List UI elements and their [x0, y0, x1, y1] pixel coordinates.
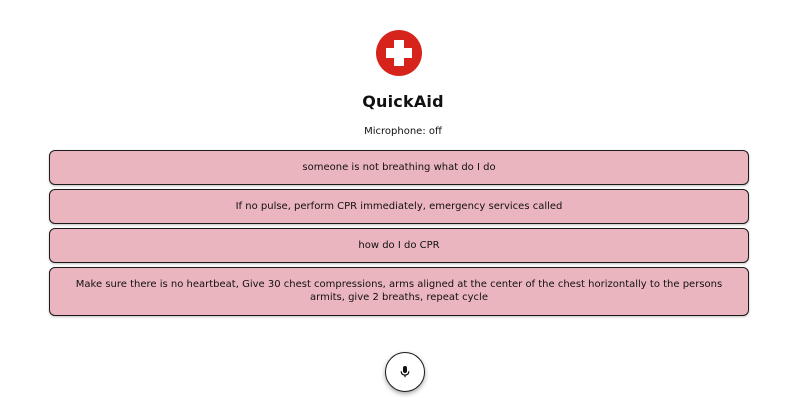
- message-user-question: someone is not breathing what do I do: [49, 150, 749, 185]
- app-title: QuickAid: [362, 92, 444, 111]
- red-cross-icon: [376, 30, 422, 76]
- message-user-question: how do I do CPR: [49, 228, 749, 263]
- microphone-button[interactable]: [385, 352, 425, 392]
- conversation-list: [49, 150, 749, 320]
- message-assistant-answer: Make sure there is no heartbeat, Give 30 chest compressions, arms aligned at the center of the chest horizontally to the persons armits, give 2 breaths, repeat cycle: [49, 267, 749, 316]
- microphone-status: Microphone: off: [364, 126, 442, 137]
- message-assistant-answer: If no pulse, perform CPR immediately, emergency services called: [49, 189, 749, 224]
- microphone-icon: [400, 366, 410, 378]
